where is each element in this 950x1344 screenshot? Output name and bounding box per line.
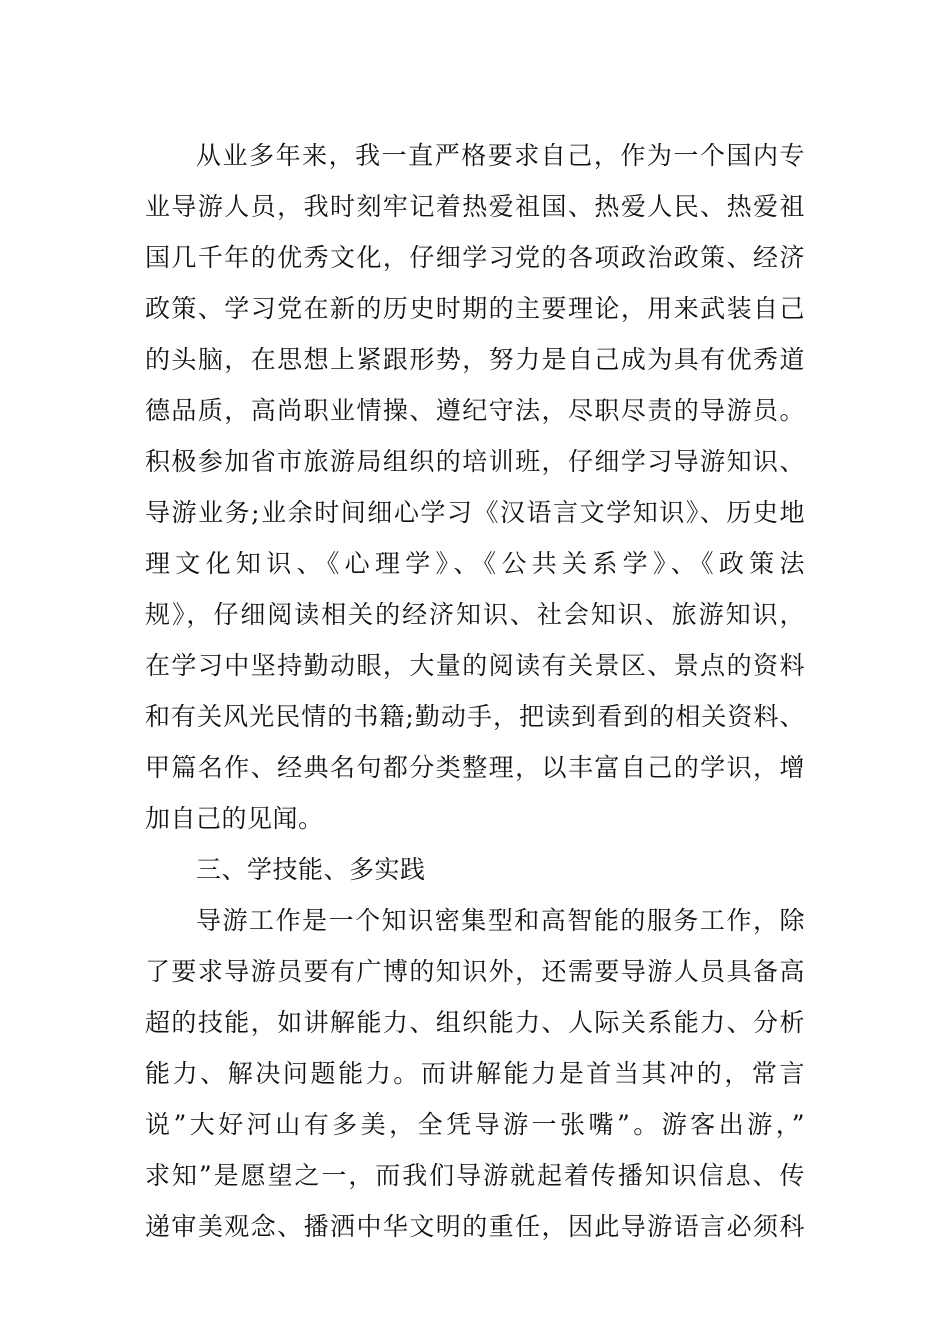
paragraph-line: 业导游人员，我时刻牢记着热爱祖国、热爱人民、热爱祖 [145, 192, 805, 221]
paragraph-line: 了要求导游员要有广博的知识外，还需要导游人员具备高 [145, 957, 805, 986]
paragraph-line: 和有关风光民情的书籍;勤动手，把读到看到的相关资料、 [145, 702, 805, 731]
paragraph-line: 导游业务;业余时间细心学习《汉语言文学知识》、历史地 [145, 498, 805, 527]
paragraph-line: 从业多年来，我一直严格要求自己，作为一个国内专 [196, 141, 805, 170]
paragraph-line: 说”大好河山有多美，全凭导游一张嘴”。游客出游，” [145, 1110, 805, 1139]
paragraph-line: 积极参加省市旅游局组织的培训班，仔细学习导游知识、 [145, 447, 805, 476]
section-heading: 三、学技能、多实践 [196, 855, 426, 884]
paragraph-line: 的头脑，在思想上紧跟形势，努力是自己成为具有优秀道 [145, 345, 805, 374]
paragraph-line: 规》，仔细阅读相关的经济知识、社会知识、旅游知识， [145, 600, 805, 629]
paragraph-line: 在学习中坚持勤动眼，大量的阅读有关景区、景点的资料 [145, 651, 805, 680]
paragraph-line: 理文化知识、《心理学》、《公共关系学》、《政策法 [145, 549, 805, 578]
paragraph-line: 德品质，高尚职业情操、遵纪守法，尽职尽责的导游员。 [145, 396, 805, 425]
paragraph-line: 甲篇名作、经典名句都分类整理，以丰富自己的学识，增 [145, 753, 805, 782]
paragraph-line: 超的技能，如讲解能力、组织能力、人际关系能力、分析 [145, 1008, 805, 1037]
paragraph-line: 求知”是愿望之一，而我们导游就起着传播知识信息、传 [145, 1161, 805, 1190]
paragraph-line: 加自己的见闻。 [145, 804, 324, 833]
paragraph-line: 政策、学习党在新的历史时期的主要理论，用来武装自己 [145, 294, 805, 323]
paragraph-line: 导游工作是一个知识密集型和高智能的服务工作，除 [196, 906, 805, 935]
paragraph-line: 国几千年的优秀文化，仔细学习党的各项政治政策、经济 [145, 243, 805, 272]
paragraph-line: 递审美观念、播洒中华文明的重任，因此导游语言必须科 [145, 1212, 805, 1241]
paragraph-line: 能力、解决问题能力。而讲解能力是首当其冲的，常言 [145, 1059, 805, 1088]
